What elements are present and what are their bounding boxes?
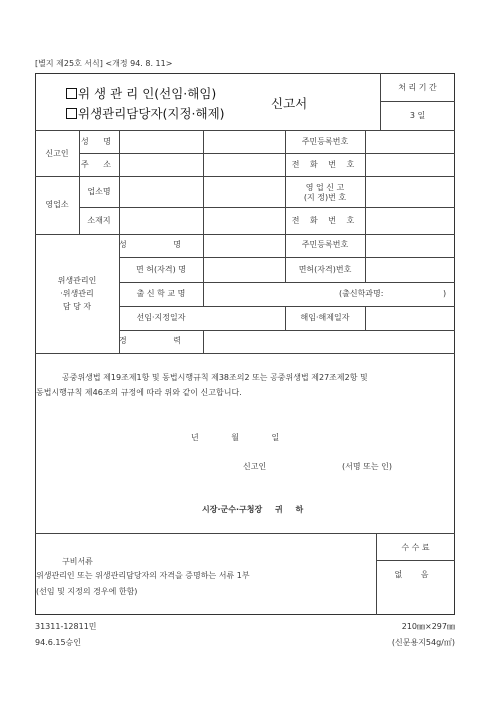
manager-dismiss-date-label: 해임·해제일자 bbox=[300, 313, 350, 322]
fee-label: 수 수 료 bbox=[401, 543, 430, 552]
applicant-name-label: 성 명 bbox=[81, 137, 117, 146]
title-line-1: 위 생 관 리 인(선임·해임) bbox=[66, 86, 216, 102]
recipient: 시장·군수·구청장 귀 하 bbox=[202, 505, 304, 514]
manager-appoint-date-label: 선임·지정일자 bbox=[136, 313, 186, 322]
applicant-address-label: 주 소 bbox=[81, 160, 117, 169]
business-license-no-label: 영 업 신 고 (지 정)번 호 bbox=[303, 183, 347, 202]
applicant-group-label: 신고인 bbox=[45, 149, 69, 158]
statement-line-1: 공중위생법 제19조제1항 및 동법시행규칙 제38조의2 또는 공중위생법 제27조제2항 및 bbox=[62, 373, 368, 382]
footer-code: 31311-12811민 bbox=[35, 622, 97, 631]
processing-period-label: 처 리 기 간 bbox=[398, 83, 437, 92]
applicant-resident-no-label: 주민등록번호 bbox=[301, 137, 349, 146]
attachments-note: (선임 및 지정의 경우에 한함) bbox=[36, 587, 138, 596]
business-name-label: 업소명 bbox=[87, 187, 111, 196]
business-location-label: 소재지 bbox=[87, 216, 111, 225]
business-phone-label: 전 화 번 호 bbox=[291, 216, 359, 225]
manager-license-no-label: 면허(자격)번호 bbox=[298, 265, 352, 274]
statement-line-2: 동법시행규칙 제46조의 규정에 따라 위와 같이 신고합니다. bbox=[36, 388, 242, 397]
footer-size: 210㎜×297㎜ bbox=[401, 622, 455, 631]
form-number: [별지 제25호 서식] <개정 94. 8. 11> bbox=[35, 59, 173, 68]
reporter-label: 신고인 bbox=[243, 462, 267, 471]
manager-major-close: ) bbox=[443, 289, 447, 298]
manager-name-label: 성 명 bbox=[119, 240, 203, 249]
manager-license-label: 면 허(자격) 명 bbox=[136, 265, 186, 274]
report-date: 년 월 일 bbox=[191, 433, 280, 442]
manager-resident-no-label: 주민등록번호 bbox=[301, 240, 349, 249]
manager-career-label: 경 력 bbox=[119, 336, 203, 345]
footer-approval: 94.6.15승인 bbox=[35, 638, 81, 647]
footer-paper: (신문용지54g/㎡) bbox=[391, 638, 455, 647]
title-line-2: 위생관리담당자(지정·해제) bbox=[66, 106, 225, 122]
manager-school-label: 출 신 학 교 명 bbox=[136, 289, 186, 298]
checkbox-icon bbox=[66, 88, 77, 99]
manager-group-label: 위생관리인 ·위생관리 담 당 자 bbox=[57, 276, 97, 311]
manager-major-label: (출신학과명: bbox=[339, 289, 384, 298]
fee-value: 없 음 bbox=[394, 570, 437, 579]
attachments-title: 구비서류 bbox=[62, 557, 93, 566]
signature-label: (서명 또는 인) bbox=[342, 462, 392, 471]
attachments-item: 위생관리인 또는 위생관리담당자의 자격을 증명하는 서류 1부 bbox=[36, 571, 250, 580]
title-suffix: 신고서 bbox=[271, 96, 308, 111]
checkbox-icon bbox=[66, 108, 77, 119]
processing-period-value: 3 일 bbox=[409, 111, 426, 120]
business-group-label: 영업소 bbox=[45, 200, 69, 209]
applicant-phone-label: 전 화 번 호 bbox=[291, 160, 359, 169]
